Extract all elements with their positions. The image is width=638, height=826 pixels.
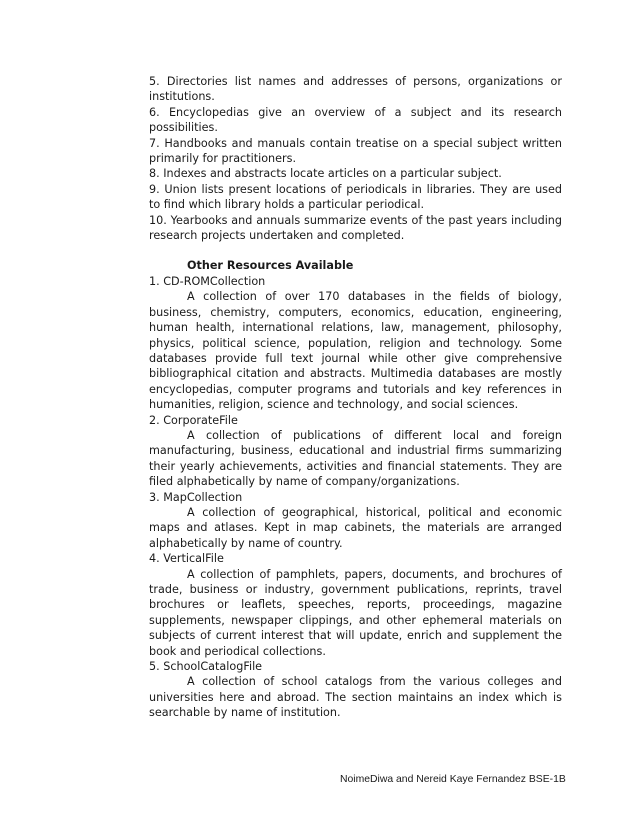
page-footer: NoimeDiwa and Nereid Kaye Fernandez BSE-1B	[340, 774, 566, 785]
section-heading: Other Resources Available	[187, 259, 354, 273]
list-item: 5. Directories list names and addresses of persons, organizations or institutions.	[149, 75, 562, 104]
resource-title: 5. SchoolCatalogFile	[149, 660, 263, 674]
list-item: 7. Handbooks and manuals contain treatise on a special subject written primarily for practitioners.	[149, 136, 562, 166]
resource-title: 3. MapCollection	[149, 490, 243, 504]
list-item: 9. Union lists present locations of periodicals in libraries. They are used to find which library holds a particular periodical.	[149, 182, 562, 212]
spacer	[149, 243, 562, 258]
resource-description: A collection of publications of different local and foreign manufacturing, business, educational and industrial firms summarizing their yearly achievements, activities and financial statements. They are filed alphabetically by name of company/organizations.	[149, 428, 562, 489]
resource-title: 4. VerticalFile	[149, 552, 224, 566]
list-item: 6. Encyclopedias give an overview of a subject and its research possibilities.	[149, 105, 562, 135]
resource-description: A collection of school catalogs from the various colleges and universities here and abroad. The section maintains an index which is searchable by name of institution.	[149, 675, 562, 720]
list-item: 10. Yearbooks and annuals summarize events of the past years including research projects undertaken and completed.	[149, 213, 562, 243]
resource-description: A collection of pamphlets, papers, documents, and brochures of trade, business or industry, government publications, reprints, travel brochures or leaflets, speeches, reports, proceedings, magazine supplements, newspaper clippings, and other ephemeral materials on subjects of current interest that will update, enrich and supplement the book and periodical collections.	[149, 567, 562, 658]
list-item: 8. Indexes and abstracts locate articles on a particular subject.	[149, 167, 502, 181]
resource-description: A collection of over 170 databases in the fields of biology, business, chemistry, computers, economics, education, engineering, human health, international relations, law, management, philosophy, physics, political science, population, religion and technology. Some databases provide full text journal while other give comprehensive bibliographical citation and abstracts. Multimedia databases are mostly encyclopedias, computer programs and tutorials and key references in humanities, religion, science and technology, and social sciences.	[149, 290, 562, 412]
page-content	[149, 74, 562, 721]
resource-title: 1. CD-ROMCollection	[149, 274, 266, 288]
resource-title: 2. CorporateFile	[149, 413, 238, 427]
resource-description: A collection of geographical, historical, political and economic maps and atlases. Kept in map cabinets, the materials are arranged alphabetically by name of country.	[149, 505, 562, 550]
